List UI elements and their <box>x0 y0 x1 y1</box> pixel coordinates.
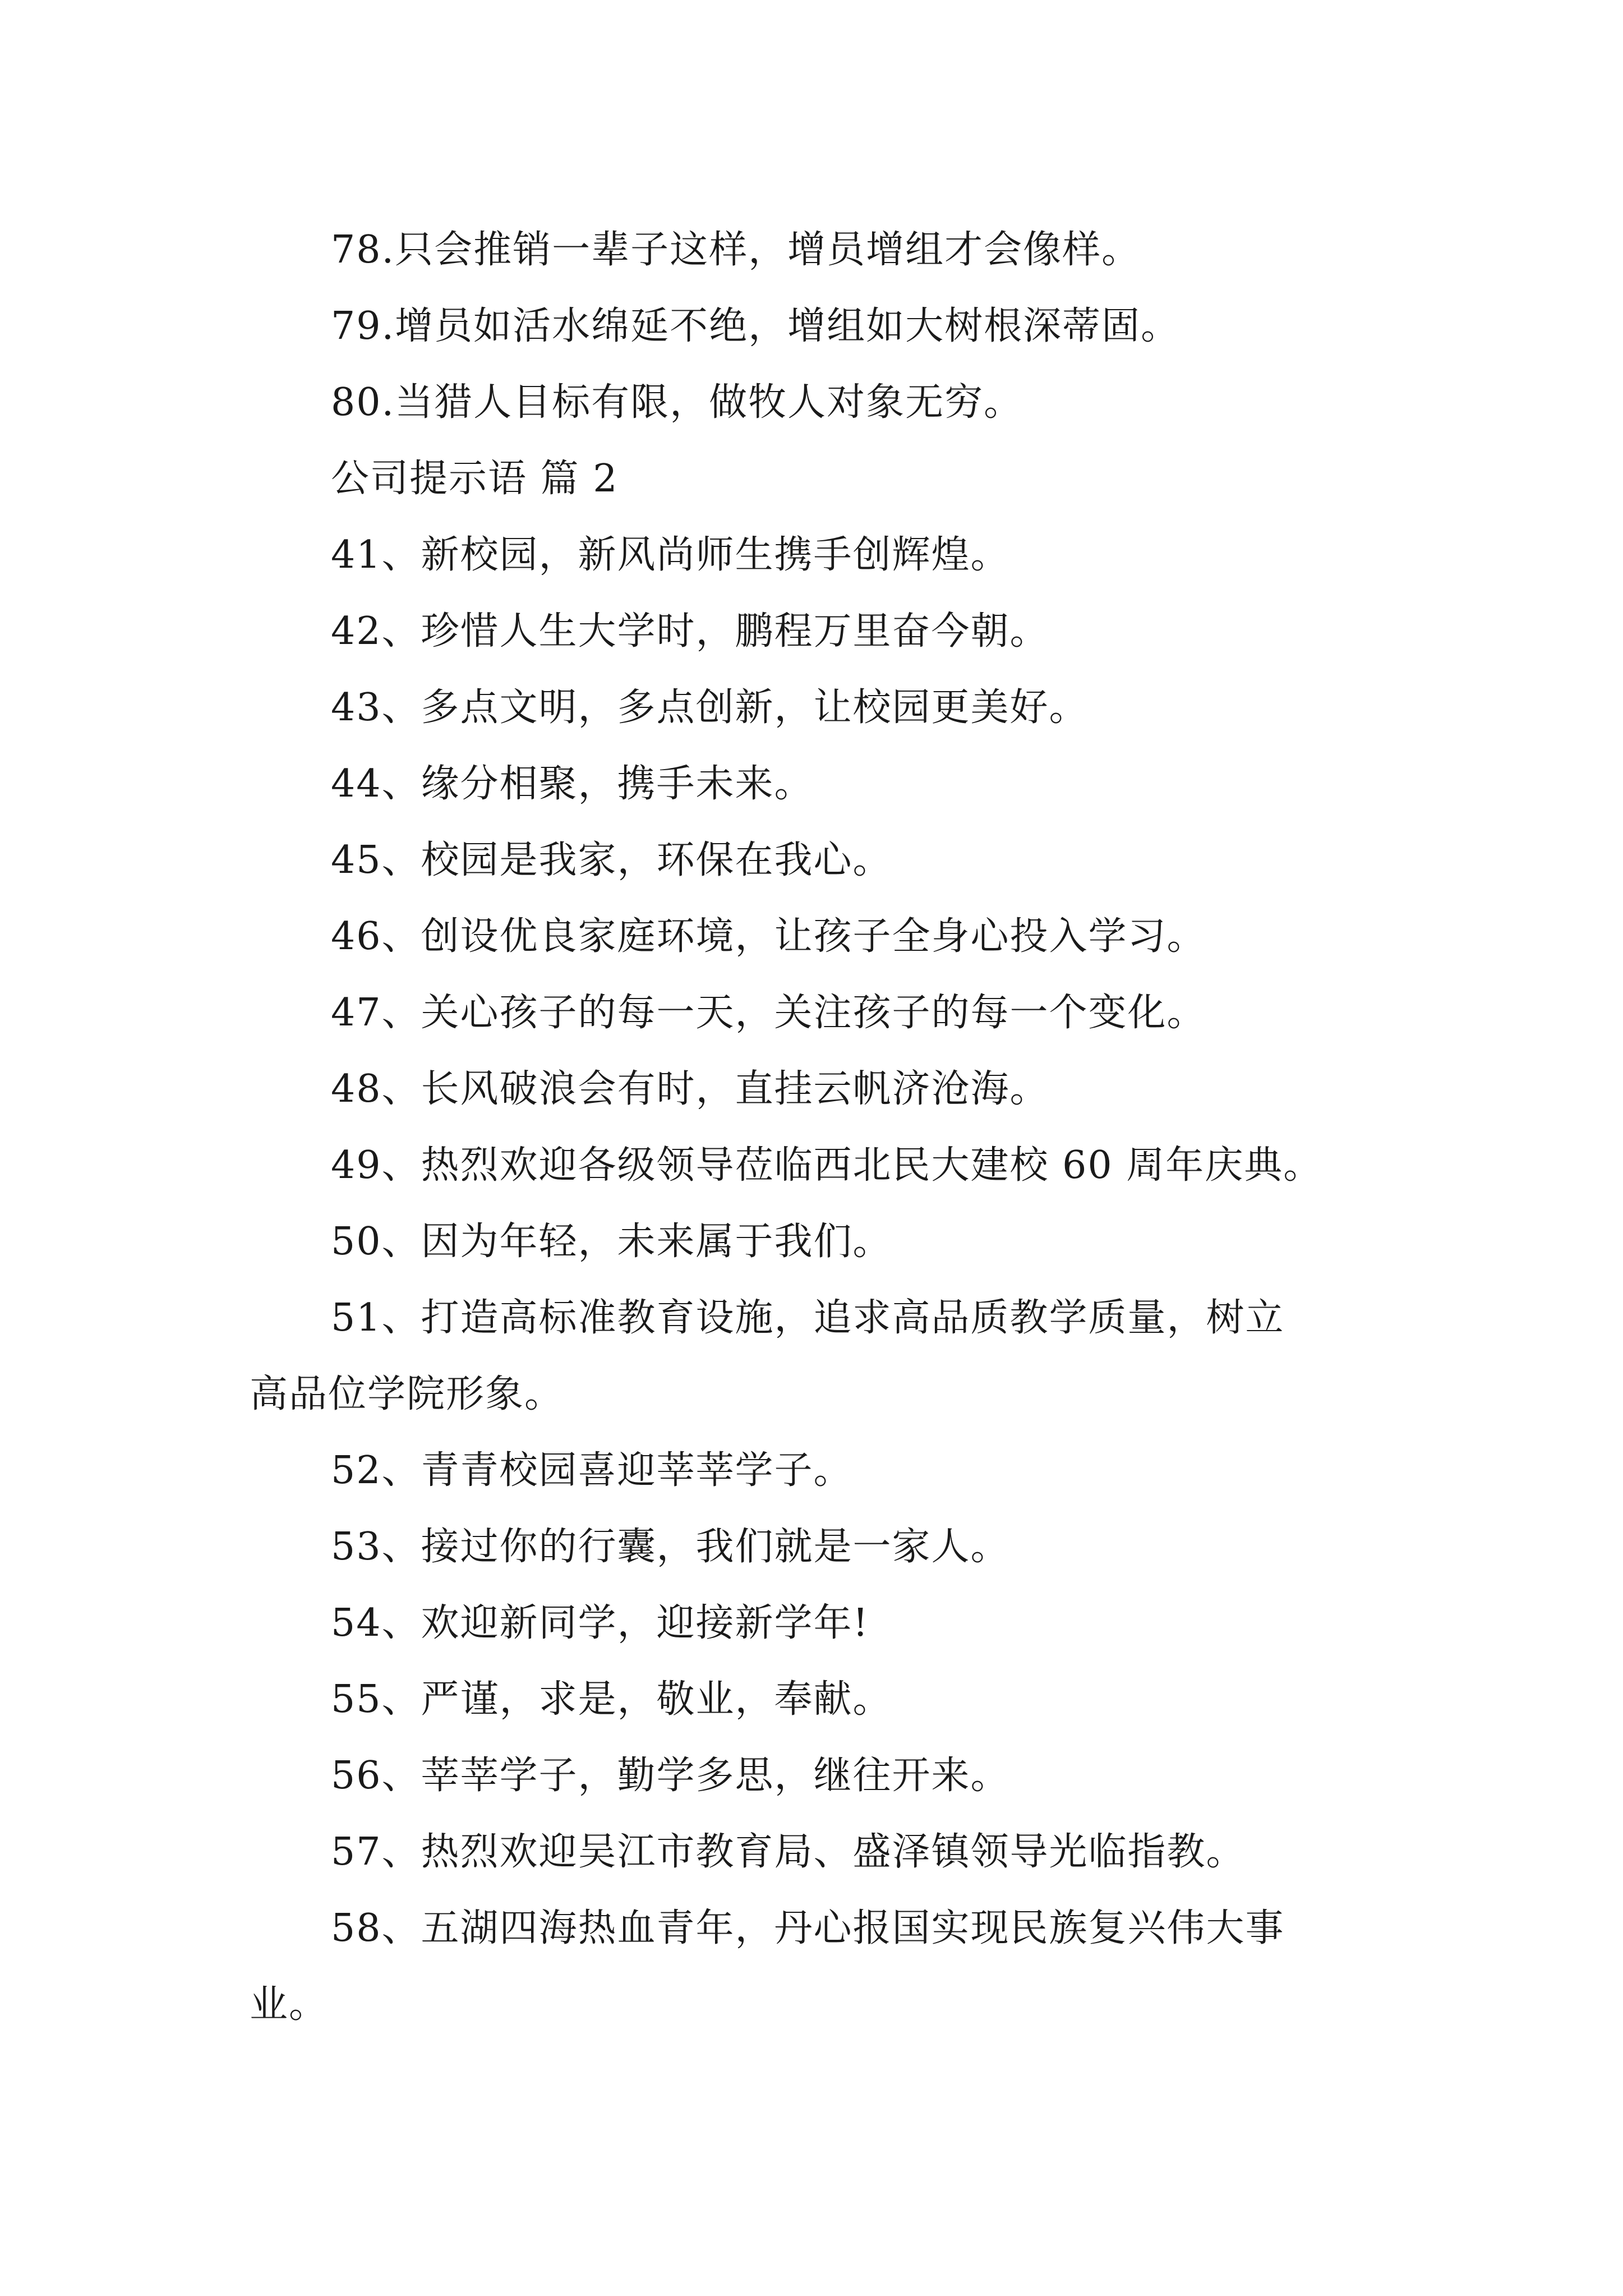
text-line: 54、欢迎新同学，迎接新学年! <box>331 1601 869 1645</box>
text-line: 52、青青校园喜迎莘莘学子。 <box>331 1448 853 1493</box>
text-line: 42、珍惜人生大学时，鹏程万里奋今朝。 <box>331 609 1049 654</box>
section-heading: 公司提示语 篇 2 <box>331 457 619 501</box>
text-line: 78.只会推销一辈子这样，增员增组才会像样。 <box>331 228 1141 272</box>
text-line: 43、多点文明，多点创新，让校园更美好。 <box>331 685 1089 730</box>
text-line: 45、校园是我家，环保在我心。 <box>331 838 892 882</box>
text-line: 56、莘莘学子，勤学多思，继往开来。 <box>331 1754 1010 1798</box>
text-line: 57、热烈欢迎吴江市教育局、盛泽镇领导光临指教。 <box>331 1830 1246 1874</box>
text-line: 41、新校园，新风尚师生携手创辉煌。 <box>331 533 1010 577</box>
text-line: 55、严谨，求是，敬业，奉献。 <box>331 1677 892 1722</box>
text-line: 49、热烈欢迎各级领导莅临西北民大建校 60 周年庆典。 <box>331 1143 1323 1188</box>
text-line-continuation: 业。 <box>250 1982 329 2027</box>
text-line: 58、五湖四海热血青年，丹心报国实现民族复兴伟大事 <box>331 1906 1285 1950</box>
text-line: 50、因为年轻，未来属于我们。 <box>331 1220 892 1264</box>
text-line: 47、关心孩子的每一天，关注孩子的每一个变化。 <box>331 991 1206 1035</box>
text-line: 46、创设优良家庭环境，让孩子全身心投入学习。 <box>331 914 1206 959</box>
text-line: 48、长风破浪会有时，直挂云帆济沧海。 <box>331 1067 1049 1111</box>
text-line: 51、打造高标准教育设施，追求高品质教学质量，树立 <box>331 1296 1285 1340</box>
text-line: 44、缘分相聚，携手未来。 <box>331 762 814 806</box>
text-line: 53、接过你的行囊，我们就是一家人。 <box>331 1525 1010 1569</box>
text-line-continuation: 高品位学院形象。 <box>250 1372 564 1416</box>
document-body <box>250 212 1391 2043</box>
text-line: 79.增员如活水绵延不绝，增组如大树根深蒂固。 <box>331 304 1181 348</box>
text-line: 80.当猎人目标有限，做牧人对象无穷。 <box>331 380 1023 425</box>
